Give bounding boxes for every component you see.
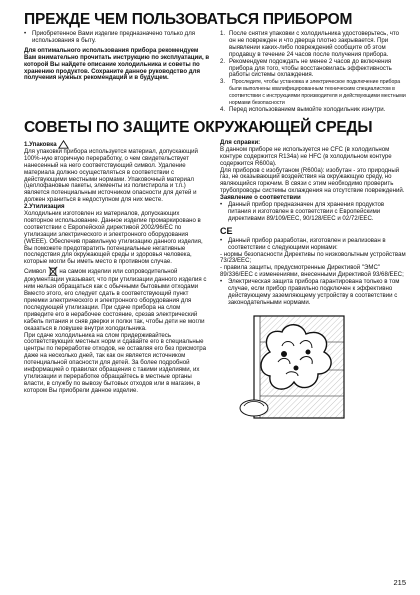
disposal-text: Холодильник изготовлен из материалов, допускающих повторное использование. Данное изделие промаркировано в соответствии с Европейской директивой 2002/96/ЕС по утилизации электрического и электронного оборудования (WEEE). Обеспечив правильную утилизацию данного изделия, Вы поможете предотвратить потенциальные негативные последствия для окружающей среды и здоровья человека, которые могли бы иметь место в противном случае. <box>24 210 203 266</box>
info-heading: Для справки: <box>220 138 261 146</box>
conformity-list <box>220 202 406 223</box>
standard-line: - нормы безопасности Директивы по низковольтным устройствам 73/23/EEC; <box>220 250 406 265</box>
step-item: 4. Перед использованием вымойте холодильник изнутри. <box>220 105 386 113</box>
ce-mark-icon: CE <box>220 225 233 236</box>
grounding-list <box>220 279 406 307</box>
household-use-bullet: • Приобретенное Вами изделие предназначено только для использования в быту. <box>24 31 210 45</box>
before-use-left-column <box>24 31 210 114</box>
environment-right-column <box>220 140 406 425</box>
refrigerant-text: В данном приборе не используется не CFC (в холодильном контуре содержится R134a) не HFC (в холодильном контуре содержится R600a). <box>220 145 392 167</box>
weee-symbol-text: Символ на самом изделии или сопроводительной документации указывает, что при утилизации данного изделия с ним нельзя обращаться как с обычными бытовыми отходами Вместо этого, его следует сдать в соответствующий пункт приемки электрического и электронного оборудования для последующей утилизации. При сдаче прибора на слом приведите его в нерабочее состояние, срезав электрический кабель питания и сняв дверки и полки так, чтобы дети не могли оказаться в ловушке внутри холодильника. <box>24 266 210 332</box>
page-number: 215 <box>393 578 406 587</box>
grounding-bullet: • Электрическая защита прибора гарантирована только в том случае, если прибор правильно подключен к эффективно действующему заземляющему устройству в соответствии с законодательными нормами. <box>220 279 406 307</box>
standard-line: - правила защиты, предусмотренные Директивой "ЭМС" 89/336/EEC с изменениями, внесенными Директивой 93/68/EEC; <box>220 264 404 279</box>
manual-keep-note: Для оптимального использования прибора рекомендуем Вам внимательно прочитать инструкцию по эксплуатации, в которой Вы найдете описание холодильника и советы по хранению продуктов. Сохраните данное руководство для получения нужных рекомендаций и в будущем. <box>24 46 210 82</box>
section-title-before-use: ПРЕЖДЕ ЧЕМ ПОЛЬЗОВАТЬСЯ ПРИБОРОМ <box>24 11 353 28</box>
food-contact-bullet: • Данный прибор предназначен для хранения продуктов питания и изготовлен в соответствии с Европейскими директивами 89/109/EEC, 90/128/EEC и 02/72/EEC. <box>220 202 406 223</box>
isobutane-text: Для приборов с изобутаном (R600a): изобутан - это природный газ, не оказывающий воздействия на окружающую среду, но являющийся горючим. В связи с этим необходимо проверить трубопроводы системы охлаждения на отсутствие повреждений. <box>220 166 405 195</box>
standards-bullet: • Данный прибор разработан, изготовлен и реализован в соответствии с следующими нормами: <box>220 238 406 252</box>
packaging-heading: 1.Упаковка <box>24 140 210 149</box>
standards-list <box>220 238 406 252</box>
section-before-use <box>24 31 406 114</box>
scrapping-text: При сдаче холодильника на слом придерживайтесь соответствующих местных норм и сдавайте его в специальные центры по переработке отходов, не оставляя его без присмотра даже на несколько дней, так как он является источником потенциальной опасности для детей. За более подробной информацией о правилах обращения с такими изделиями, их утилизации и переработке обращайтесь в местные органы власти, в службу по вывозу бытовых отходов или в магазин, в котором Вы приобрели данное изделие. <box>24 331 207 394</box>
environment-left-column <box>24 140 210 425</box>
section-environment <box>24 140 406 425</box>
before-use-right-column <box>220 31 406 114</box>
conformity-heading: Заявление о соответствии <box>220 194 301 202</box>
disposal-heading: 2.Утилизация <box>24 203 65 211</box>
step-item: 2. Рекомендуем подождать не менее 2 часов до включения прибора для того, чтобы восстановилась эффективность работы системы охлаждения. <box>220 57 392 79</box>
section-title-environment: СОВЕТЫ ПО ЗАЩИТЕ ОКРУЖАЮЩЕЙ СРЕДЫ <box>24 118 373 136</box>
fridge-food-illustration <box>220 312 370 420</box>
packaging-text: Для упаковки прибора используется материал, допускающий 100%-ную вторичную переработку, о чем свидетельствует нанесенный на него соответствующий символ. Удаление материала должно осуществляться в соответствии с действующими местными нормами. Упаковочный материал (целлофановые пакеты, элементы из полистирола и т.п.) является потенциальным источником опасности для детей и должен храниться в недоступном для них месте. <box>24 147 198 204</box>
household-use-list <box>24 31 210 45</box>
before-use-steps <box>220 31 406 114</box>
step-item: 1. После снятия упаковки с холодильника удостоверьтесь, что он не поврежден и что дверца плотно закрывается. При выявлении каких-либо повреждений сообщите об этом продавцу в течение 24 часов после получения прибора. <box>220 30 400 58</box>
step-item: 3. Проследите, чтобы установка и электрическое подключение прибора были выполнены квалифицированным техническим специалистом в соответствии с инструкциями производителя и действующими местными нормами безопасности <box>220 78 406 107</box>
